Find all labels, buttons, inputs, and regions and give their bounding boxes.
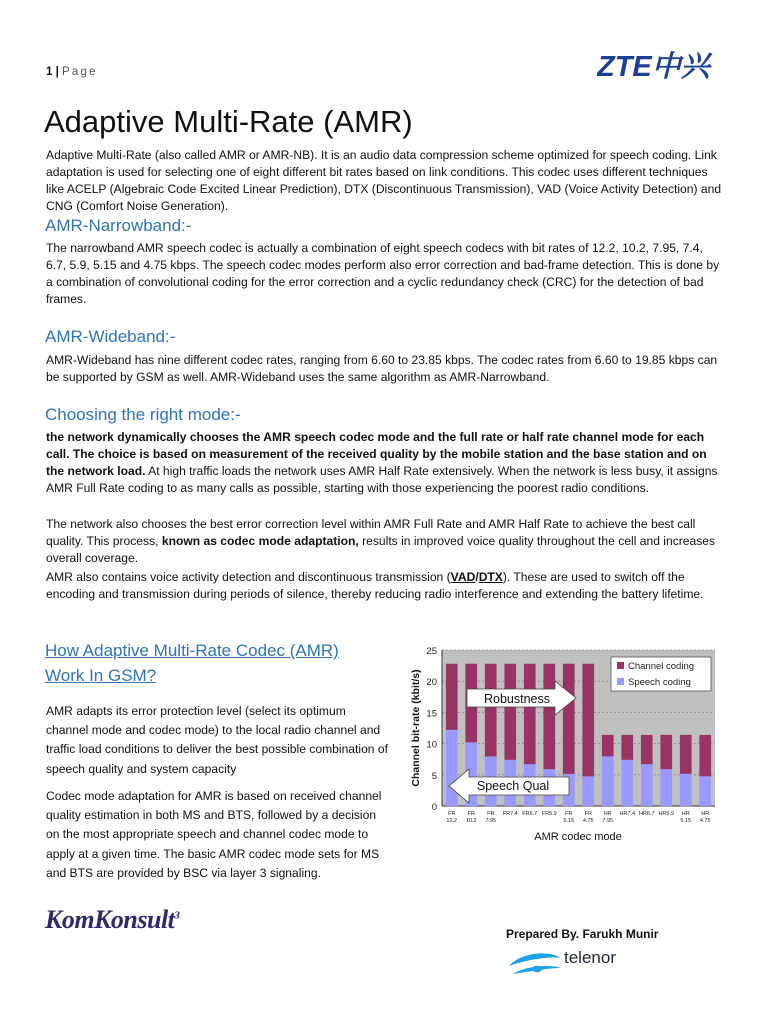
bar-channel-coding <box>504 664 516 760</box>
x-tick-label: 5.15 <box>563 818 575 824</box>
bar-speech-coding <box>641 764 653 806</box>
legend-swatch-speech <box>617 678 624 685</box>
x-tick-label: FR <box>448 811 456 817</box>
x-tick-label: FR <box>487 811 495 817</box>
bar-channel-coding <box>680 735 692 774</box>
bar-speech-coding <box>680 774 692 806</box>
bar-channel-coding <box>699 735 711 776</box>
prepared-by: Prepared By. Farukh Munir <box>506 927 659 941</box>
intro-paragraph: Adaptive Multi-Rate (also called AMR or AMR-NB). It is an audio data compression scheme optimized for speech coding. Link adaptation is used for selecting one of eight different bit rates based on link conditions. This codec uses different techniques like ACELP (Algebraic Code Excited Linear Prediction), DTX (Discontinuous Transmission), VAD (Voice Activity Detection) and CNG (Comfort Noise Generation). <box>46 148 722 213</box>
y-tick-label: 25 <box>426 646 437 657</box>
bar-channel-coding <box>446 664 458 730</box>
x-tick-label: HR6.7 <box>638 811 655 817</box>
x-tick-label: 4.75 <box>699 818 711 824</box>
bar-channel-coding <box>582 664 594 777</box>
gsm-heading: How Adaptive Multi-Rate Codec (AMR) Work In GSM? <box>45 641 339 685</box>
bar-channel-coding <box>563 664 575 774</box>
y-tick-label: 10 <box>426 739 437 751</box>
legend-label-channel: Channel coding <box>628 661 695 672</box>
bar-speech-coding <box>446 730 458 806</box>
robustness-label: Robustness <box>483 692 551 706</box>
bar-speech-coding <box>699 776 711 806</box>
mode-paragraph-2: The network also chooses the best error correction level within AMR Full Rate and AMR Half Rate to achieve the best call quality. This process, known as codec mode adaptation, results in improved voice quality throughout the cell and increases overall coverage. <box>46 517 716 565</box>
narrowband-heading: AMR-Narrowband:- <box>45 216 192 235</box>
gsm-paragraph-1: AMR adapts its error protection level (select its optimum channel mode and codec mode) to the local radio channel and traffic load conditions to deliver the best possible combination of speech quality and system capacity <box>46 704 388 776</box>
mode-paragraph-3: AMR also contains voice activity detection and discontinuous transmission (VAD/DTX). These are used to switch off the encoding and transmission during periods of silence, thereby reducing radio interference and extending the battery lifetime. <box>46 570 704 601</box>
x-tick-label: 7.95 <box>485 818 497 824</box>
bar-speech-coding <box>582 776 594 806</box>
y-tick-label: 15 <box>426 708 437 720</box>
y-tick-label: 0 <box>431 802 437 813</box>
bar-channel-coding <box>524 664 536 764</box>
x-tick-label: FR7.4 <box>502 811 518 817</box>
bar-channel-coding <box>660 735 672 769</box>
legend-label-speech: Speech coding <box>628 677 691 688</box>
bar-channel-coding <box>602 735 614 757</box>
bar-channel-coding <box>543 664 555 769</box>
x-tick-label: 7.95 <box>602 818 614 824</box>
mode-paragraph-1: the network dynamically chooses the AMR speech codec mode and the full rate or half rate channel mode for each call. The choice is based on measurement of the received quality by the mobile station and the base station and on the network load. At high traffic loads the network uses AMR Half Rate extensively. When the network is less busy, it assigns AMR Full Rate coding to as many calls as possible, starting with those experiencing the poorest radio conditions. <box>46 430 718 495</box>
page-title: Adaptive Multi-Rate (AMR) <box>44 104 413 139</box>
gsm-paragraph-2: Codec mode adaptation for AMR is based on received channel quality estimation in both MS and BTS, followed by a decision on the most appropriate speech and channel codec mode to apply at a given time. The basic AMR codec mode sets for MS and BTS are provided by BSC via layer 3 signaling. <box>46 789 382 880</box>
vad-link[interactable]: VAD <box>450 570 476 584</box>
bar-channel-coding <box>641 735 653 764</box>
wideband-paragraph: AMR-Wideband has nine different codec rates, ranging from 6.60 to 23.85 kbps. The codec rates from 6.60 to 19.85 kbps can be supported by GSM as well. AMR-Wideband uses the same algorithm as AMR-Narrowband. <box>46 353 718 384</box>
x-tick-label: HR5.9 <box>658 811 675 817</box>
y-tick-label: 5 <box>431 770 437 782</box>
amr-bitrate-chart <box>405 640 730 848</box>
bar-speech-coding <box>621 760 633 806</box>
x-tick-label: 4.75 <box>582 818 594 824</box>
zte-logo <box>597 48 712 82</box>
page-number: 1 | Page <box>46 66 98 78</box>
speech-quality-label: Speech Qual <box>476 779 550 793</box>
narrowband-paragraph: The narrowband AMR speech codec is actually a combination of eight speech codecs with bit rates of 12.2, 10.2, 7.95, 7.4, 6.7, 5.9, 5.15 and 4.75 kbps. The speech codec modes perform also error correction and bad-frame detection. This is done by a combination of convolutional coding for the error correction and a cyclic redundancy check (CRC) for the detection of bad frames. <box>46 241 720 306</box>
dtx-link[interactable]: DTX <box>478 570 503 584</box>
y-tick-label: 20 <box>426 677 437 689</box>
bar-speech-coding <box>660 769 672 806</box>
bar-channel-coding <box>485 664 497 757</box>
x-tick-label: FR6.7 <box>522 811 538 817</box>
zte-logo-text: ZTE中兴 <box>597 51 710 82</box>
x-tick-label: FR <box>584 811 592 817</box>
wideband-heading: AMR-Wideband:- <box>45 327 176 346</box>
mode-heading: Choosing the right mode:- <box>45 405 241 424</box>
x-tick-label: FR <box>467 811 475 817</box>
telenor-logo-text: telenor <box>564 948 616 967</box>
x-tick-label: 5.15 <box>680 818 692 824</box>
legend-swatch-channel <box>617 662 624 669</box>
x-axis-title: AMR codec mode <box>534 831 622 843</box>
x-tick-label: FR <box>565 811 573 817</box>
bar-speech-coding <box>602 756 614 806</box>
x-tick-label: HR7.4 <box>619 811 636 817</box>
bar-channel-coding <box>621 735 633 760</box>
x-tick-label: HR <box>603 811 612 817</box>
x-tick-label: 12.2 <box>446 818 458 824</box>
mode-paragraph-1-bold: the network dynamically chooses the AMR speech codec mode and the full rate or half rate channel mode for each call. The choice is based on measurement of the received quality by the mobile station and the base station and on the network load. <box>46 430 707 478</box>
y-axis-title: Channel bit-rate (kbit/s) <box>410 669 422 787</box>
komkonsult-logo: KomKonsult$^3$ <box>45 905 180 934</box>
x-tick-label: HR <box>701 811 710 817</box>
x-tick-label: HR <box>681 811 690 817</box>
x-tick-label: 10.2 <box>465 818 477 824</box>
codec-mode-adaptation-bold: known as codec mode adaptation, <box>161 533 359 548</box>
x-tick-label: FR5.9 <box>541 811 557 817</box>
